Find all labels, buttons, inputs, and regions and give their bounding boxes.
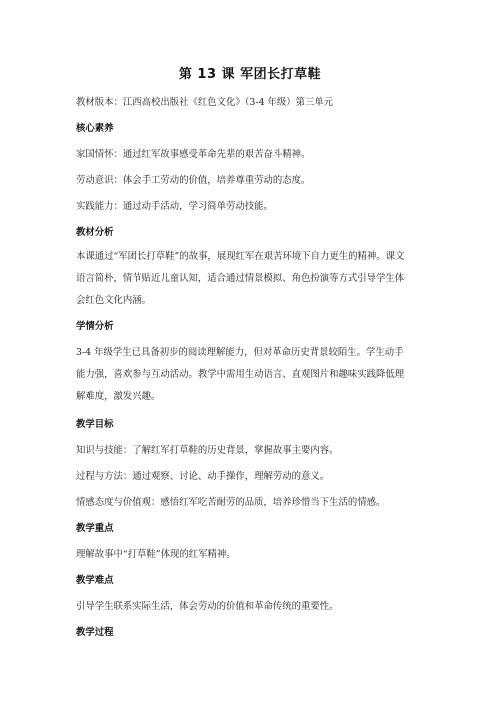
textbook-analysis-line: 本课通过“军团长打草鞋”的故事，展现红军在艰苦环境下自力更生的精神。课文 <box>76 251 405 262</box>
heading-learner-analysis: 学情分析 <box>76 321 114 332</box>
lesson-title: 第 13 课 军团长打草鞋 <box>178 67 322 82</box>
teaching-goal-item: 过程与方法：通过观察、讨论、动手操作，理解劳动的意义。 <box>76 471 330 482</box>
heading-difficult-points: 教学难点 <box>76 575 114 586</box>
learner-analysis-line: 能力强，喜欢参与互动活动。教学中需用生动语言、直观图片和趣味实践降低理 <box>76 369 405 380</box>
textbook-analysis-line: 语言简朴，情节贴近儿童认知，适合通过情景模拟、角色扮演等方式引导学生体 <box>76 273 405 284</box>
heading-textbook-analysis: 教材分析 <box>76 227 114 238</box>
core-literacy-item: 实践能力：通过动手活动，学习简单劳动技能。 <box>76 201 273 212</box>
key-point-item: 理解故事中“打草鞋”体现的红军精神。 <box>76 549 236 560</box>
teaching-goal-item: 情感态度与价值观：感悟红军吃苦耐劳的品质，培养珍惜当下生活的情感。 <box>76 497 386 508</box>
heading-key-points: 教学重点 <box>76 523 114 534</box>
teaching-goal-item: 知识与技能：了解红军打草鞋的历史背景，掌握故事主要内容。 <box>76 445 339 456</box>
core-literacy-item: 家国情怀：通过红军故事感受革命先辈的艰苦奋斗精神。 <box>76 149 311 160</box>
textbook-analysis-line: 会红色文化内涵。 <box>76 295 152 306</box>
learner-analysis-line: 3-4 年级学生已具备初步的阅读理解能力，但对革命历史背景较陌生。学生动手 <box>76 347 404 358</box>
difficult-point-item: 引导学生联系实际生活，体会劳动的价值和革命传统的重要性。 <box>76 601 339 612</box>
learner-analysis-line: 解难度，激发兴趣。 <box>76 391 161 402</box>
core-literacy-item: 劳动意识：体会手工劳动的价值，培养尊重劳动的态度。 <box>76 175 311 186</box>
heading-teaching-process: 教学过程 <box>76 627 114 638</box>
heading-teaching-goals: 教学目标 <box>76 419 114 430</box>
heading-core-literacy: 核心素养 <box>76 123 114 134</box>
textbook-version: 教材版本：江西高校出版社《红色文化》（3-4 年级）第三单元 <box>76 97 334 108</box>
